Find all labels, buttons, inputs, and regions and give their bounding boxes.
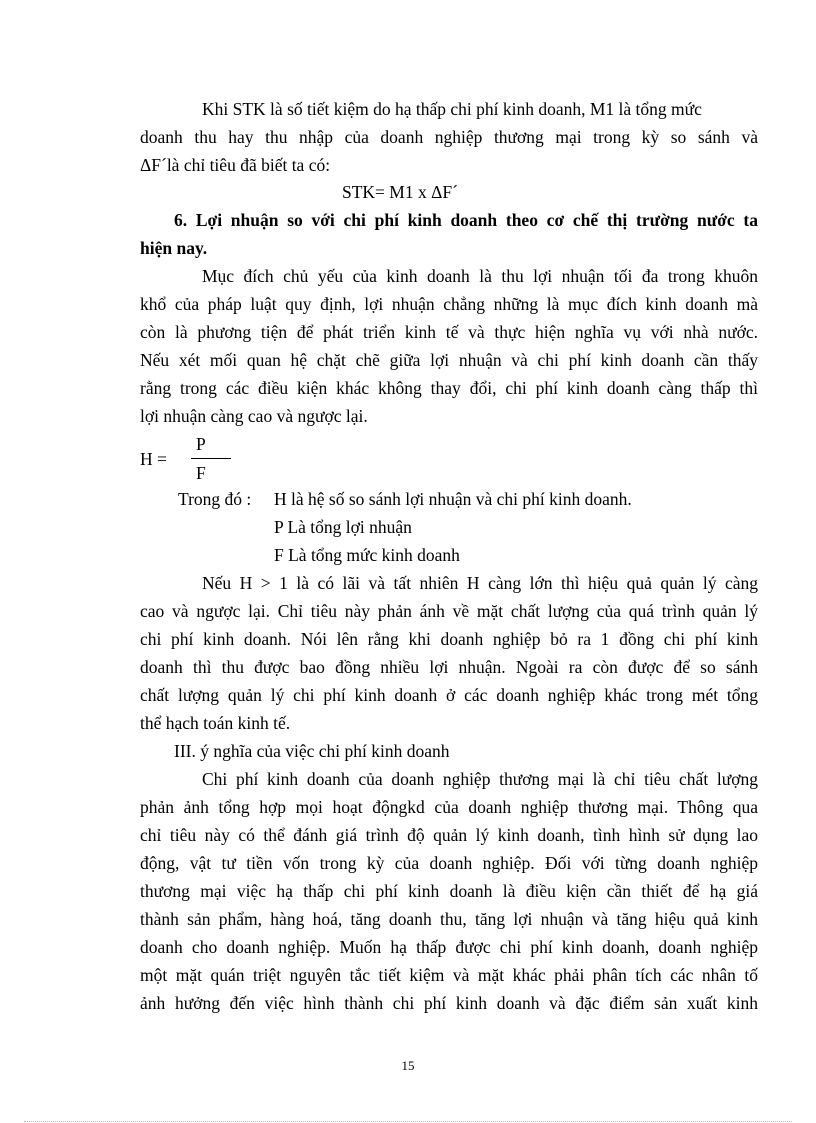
formula-lhs: H = — [140, 449, 167, 469]
page-bottom-rule — [24, 1121, 792, 1122]
text-line: còn là phương tiện để phát triển kinh tế và thực hiện nghĩa vụ với nhà nước. — [140, 322, 758, 342]
section-heading: 6. Lợi nhuận so với chi phí kinh doanh theo cơ chế thị trường nước ta — [174, 210, 758, 230]
definitions-label: Trong đó : — [178, 489, 252, 509]
text-line: một mặt quán triệt nguyên tắc tiết kiệm và mặt khác phải phân tích các nhân tố — [140, 965, 758, 985]
text-line: phản ảnh tổng hợp mọi hoạt độngkd của doanh nghiệp thương mại. Thông qua — [140, 797, 758, 817]
text-line: thành sản phẩm, hàng hoá, tăng doanh thu, tăng lợi nhuận và tăng hiệu quả kinh — [140, 909, 758, 929]
text-line: động, vật tư tiền vốn trong kỳ của doanh nghiệp. Đối với từng doanh nghiệp — [140, 853, 758, 873]
text-line: doanh cho doanh nghiệp. Muốn hạ thấp được chi phí kinh doanh, doanh nghiệp — [140, 937, 758, 957]
text-line: thương mại việc hạ thấp chi phí kinh doanh là điều kiện cần thiết để hạ giá — [140, 881, 758, 901]
chapter-heading: III. ý nghĩa của việc chi phí kinh doanh — [174, 741, 450, 761]
text-line: Mục đích chủ yếu của kinh doanh là thu lợi nhuận tối đa trong khuôn — [202, 266, 758, 286]
text-line: Khi STK là số tiết kiệm do hạ thấp chi phí kinh doanh, M1 là tổng mức — [202, 99, 702, 119]
text-line: chất lượng quản lý chi phí kinh doanh ở các doanh nghiệp khác trong mét tổng — [140, 685, 758, 705]
text-line: lợi nhuận càng cao và ngược lại. — [140, 406, 368, 426]
text-line: doanh thu hay thu nhập của doanh nghiệp thương mại trong kỳ so sánh và — [140, 127, 758, 147]
text-line: Chi phí kinh doanh của doanh nghiệp thương mại là chỉ tiêu chất lượng — [202, 769, 758, 789]
definition-p: P Là tổng lợi nhuận — [274, 517, 412, 537]
text-line: ảnh hưởng đến việc hình thành chi phí kinh doanh và đặc điểm sản xuất kinh — [140, 993, 758, 1013]
text-line: Nếu H > 1 là có lãi và tất nhiên H càng lớn thì hiệu quả quản lý càng — [202, 573, 758, 593]
section-heading-cont: hiện nay. — [140, 238, 208, 258]
text-line: thể hạch toán kinh tế. — [140, 713, 291, 733]
formula-denominator: F — [196, 463, 206, 483]
definition-f: F Là tổng mức kinh doanh — [274, 545, 460, 565]
text-line: chi phí kinh doanh. Nói lên rằng khi doanh nghiệp bỏ ra 1 đồng chi phí kinh — [140, 629, 758, 649]
text-line: khổ của pháp luật quy định, lợi nhuận chẳng những là mục đích kinh doanh mà — [140, 294, 758, 314]
stk-formula: STK= M1 x ΔF´ — [342, 182, 458, 202]
text-line: ΔF´là chỉ tiêu đã biết ta có: — [140, 155, 331, 175]
text-line: rằng trong các điều kiện khác không thay đổi, chi phí kinh doanh càng thấp thì — [140, 378, 758, 398]
text-line: Nếu xét mối quan hệ chặt chẽ giữa lợi nhuận và chi phí kinh doanh cần thấy — [140, 350, 758, 370]
formula-numerator: P — [196, 434, 206, 454]
fraction-bar — [191, 458, 231, 459]
definition-h: H là hệ số so sánh lợi nhuận và chi phí kinh doanh. — [274, 489, 632, 509]
text-line: doanh thì thu được bao đồng nhiều lợi nhuận. Ngoài ra còn được để so sánh — [140, 657, 758, 677]
text-line: chỉ tiêu này có thể đánh giá trình độ quản lý kinh doanh, tình hình sử dụng lao — [140, 825, 758, 845]
page-number: 15 — [401, 1058, 415, 1073]
text-line: cao và ngược lại. Chỉ tiêu này phản ánh về mặt chất lượng của quá trình quản lý — [140, 601, 758, 621]
